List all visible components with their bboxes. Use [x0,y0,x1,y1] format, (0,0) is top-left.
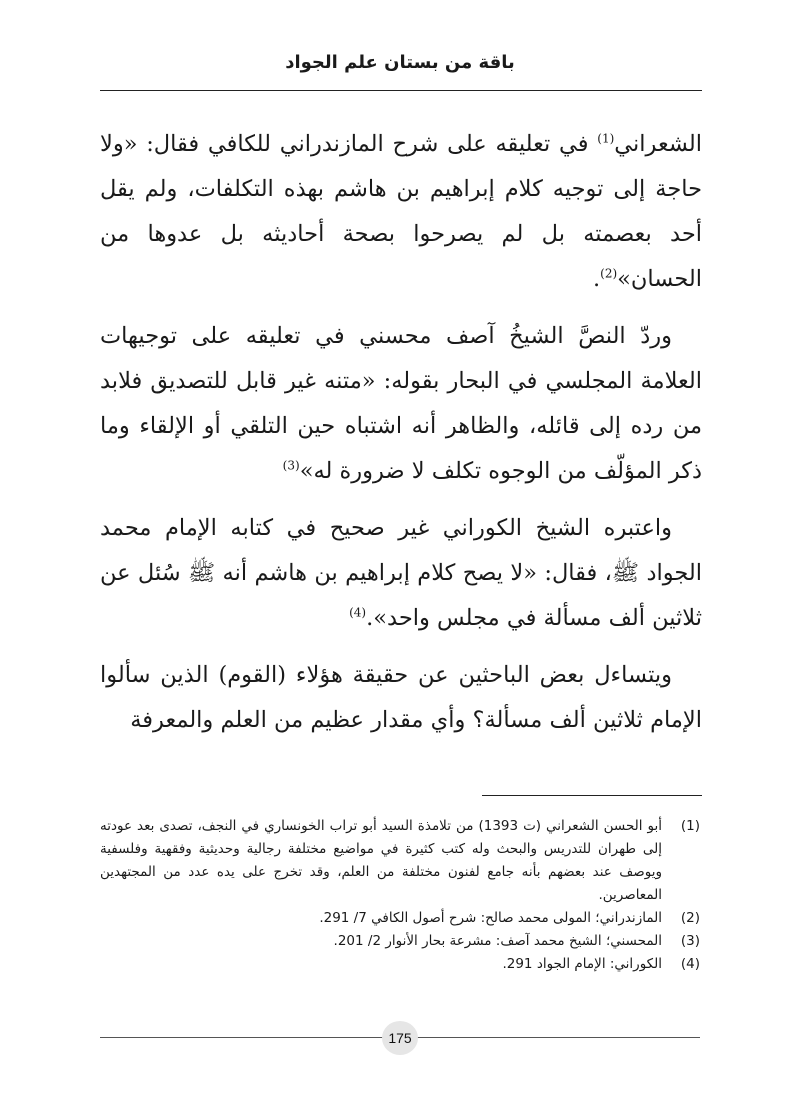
footnote-3 [100,930,700,953]
footnote-number: (4) [680,956,700,972]
p4-text-a: ويتساءل بعض الباحثين عن حقيقة هؤلاء (القوم) الذين سألوا الإمام ثلاثين ألف مسألة؟ وأي مقدار عظيم من العلم والمعرفة [100,662,702,733]
p3-text-a: واعتبره الشيخ الكوراني غير صحيح في كتابه الإمام محمد الجواد ﷺ، فقال: «لا يصح كلام إبراهيم بن هاشم أنه ﷺ سُئل عن ثلاثين ألف مسألة في مجلس واحد». [100,515,702,631]
footnote-number: (1) [680,818,700,834]
p1-text-a: الشعراني [614,131,702,157]
running-header: باقة من بستان علم الجواد [285,52,515,73]
footnote-separator [482,795,702,796]
header-rule [100,90,702,91]
footnote-number: (3) [680,933,700,949]
paragraph-3 [100,506,702,641]
page-number: 175 [382,1021,418,1055]
main-text [100,122,702,755]
footnote-text: المحسني؛ الشيخ محمد آصف: مشرعة بحار الأنوار 2/ 201. [333,933,662,949]
footnote-2 [100,907,700,930]
footnote-1 [100,815,700,907]
footnotes [100,815,700,976]
paragraph-4 [100,653,702,743]
footnote-ref-1[interactable]: (1) [597,131,615,146]
page-footer [100,1021,700,1055]
footnote-ref-3[interactable]: (3) [282,458,300,473]
footnote-text: المازندراني؛ المولى محمد صالح: شرح أصول الكافي 7/ 291. [319,910,662,926]
footnote-text: أبو الحسن الشعراني (ت 1393) من تلامذة السيد أبو تراب الخونساري في النجف، تصدى بعد عودته إلى طهران للتدريس والبحث وله كتب كثيرة في مواضيع مختلفة رجالية وحديثية وفقهية وفلسفية ويوصف عند بعضهم بأنه جامع لفنون مختلفة من العلم، وقد تخرج على يده عدد من المجتهدين المعاصرين. [100,818,662,903]
footnote-4 [100,953,700,976]
p1-text-c: . [592,266,601,292]
p1-text-b: في تعليقه على شرح المازندراني للكافي فقال: «ولا حاجة إلى توجيه كلام إبراهيم بن هاشم بهذه التكلفات، ولم يقل أحد بعصمته بل لم يصرحوا بصحة أحاديثه بل عدوها من الحسان» [100,131,702,292]
p2-text-a: وردّ النصَّ الشيخُ آصف محسني في تعليقه على توجيهات العلامة المجلسي في البحار بقوله: «متنه غير قابل للتصديق فلابد من رده إلى قائله، والظاهر أنه اشتباه حين التلقي أو الإلقاء وما ذكر المؤلّف من الوجوه تكلف لا ضرورة له» [100,323,702,484]
paragraph-2 [100,314,702,494]
footnote-text: الكوراني: الإمام الجواد 291. [502,956,662,972]
footnote-ref-2[interactable]: (2) [600,266,618,281]
footnote-number: (2) [680,910,700,926]
paragraph-1 [100,122,702,302]
footnote-ref-4[interactable]: (4) [349,605,367,620]
